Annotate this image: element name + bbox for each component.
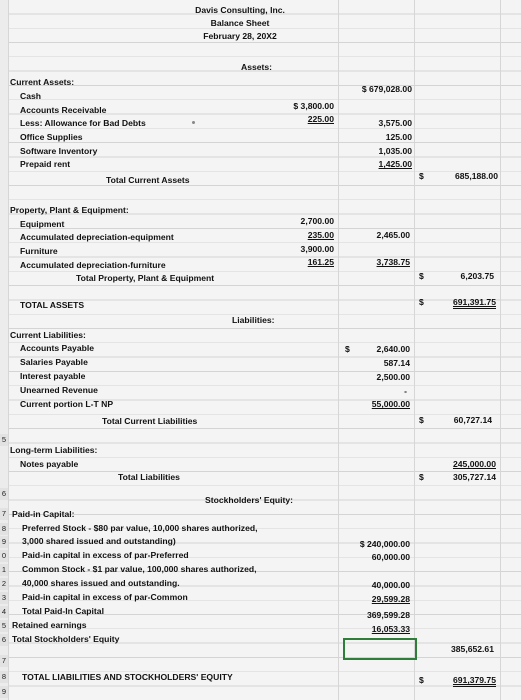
row-number[interactable]: 8 [1,524,7,533]
currency-sign: $ [419,472,424,482]
unearned-revenue-label: Unearned Revenue [20,385,98,395]
salaries-payable-value: 587.14 [383,358,410,368]
statement-date: February 28, 20X2 [203,31,277,41]
pic-common-label: Paid-in capital in excess of par-Common [22,592,188,602]
selected-cell[interactable] [343,638,417,660]
salaries-payable-label: Salaries Payable [20,357,88,367]
assets-heading: Assets: [241,62,273,72]
total-current-assets-label: Total Current Assets [106,175,190,185]
allowance-label: Less: Allowance for Bad Debts [20,118,146,128]
common-stock-value: 40,000.00 [371,580,410,590]
interest-payable-value: 2,500.00 [376,372,410,382]
currency-sign: $ [419,171,424,181]
pic-common-value: 29,599.28 [371,594,410,604]
currency-sign: $ [419,271,424,281]
row-number[interactable]: 5 [1,621,7,630]
notes-payable-value: 245,000.00 [452,459,496,469]
total-equity-value: 385,652.61 [450,644,494,654]
company-name: Davis Consulting, Inc. [195,5,285,15]
acc-dep-equipment-label: Accumulated depreciation-equipment [20,232,174,242]
equipment-value: 2,700.00 [300,216,334,226]
column-divider [8,0,9,700]
office-supplies-label: Office Supplies [20,132,83,142]
row-number[interactable]: 9 [1,687,7,696]
accounts-payable-label: Accounts Payable [20,343,95,353]
total-paid-in-capital-value: 369,599.28 [366,610,410,620]
acc-dep-equipment-value: 235.00 [307,230,334,240]
unearned-revenue-value: - [404,386,407,396]
row-number[interactable]: 7 [1,656,7,665]
software-value: 1,035.00 [378,146,412,156]
cell-dot [192,121,195,124]
notes-payable-label: Notes payable [20,459,79,469]
row-number[interactable]: 5 [1,435,7,444]
common-stock-label: Common Stock - $1 par value, 100,000 shares authorized, [22,564,257,574]
currency-sign: $ [419,415,424,425]
current-portion-np-value: 55,000.00 [371,399,410,409]
prepaid-value: 1,425.00 [378,159,412,169]
total-equity-label: Total Stockholders' Equity [12,634,120,644]
total-assets-value: 691,391.75 [452,297,496,307]
pic-preferred-label: Paid-in capital in excess of par-Preferred [22,550,189,560]
software-label: Software Inventory [20,146,98,156]
column-divider [500,0,501,700]
net-ar-value: 3,575.00 [378,118,412,128]
row-number[interactable]: 3 [1,593,7,602]
interest-payable-label: Interest payable [20,371,86,381]
row-number[interactable]: 2 [1,579,7,588]
liabilities-heading: Liabilities: [232,315,275,325]
acc-dep-furniture-value: 161.25 [307,257,334,267]
currency-sign: $ [419,675,424,685]
equipment-label: Equipment [20,219,65,229]
total-ppe-value: 6,203.75 [460,271,494,281]
total-paid-in-capital-label: Total Paid-In Capital [22,606,104,616]
retained-earnings-label: Retained earnings [12,620,87,630]
row-number[interactable]: 7 [1,509,7,518]
row-number[interactable]: 8 [1,672,7,681]
row-number[interactable]: 6 [1,635,7,644]
paid-in-capital-heading: Paid-in Capital: [12,509,75,519]
ppe-heading: Property, Plant & Equipment: [10,205,129,215]
preferred-stock-label-2: 3,000 shared issued and outstanding) [22,536,176,546]
total-ppe-label: Total Property, Plant & Equipment [76,273,215,283]
current-liabilities-heading: Current Liabilities: [10,330,86,340]
equity-heading: Stockholders' Equity: [205,495,293,505]
total-current-liabilities-label: Total Current Liabilities [102,416,198,426]
grand-total-value: 691,379.75 [452,675,496,685]
column-divider [414,0,415,700]
total-liabilities-label: Total Liabilities [118,472,180,482]
net-furniture-value: 3,738.75 [376,257,410,267]
row-number[interactable]: 6 [1,489,7,498]
cash-value: $ 679,028.00 [361,84,412,94]
currency-sign: $ [419,297,424,307]
statement-title: Balance Sheet [210,18,270,28]
preferred-stock-value: $ 240,000.00 [359,539,410,549]
row-number[interactable]: 0 [1,551,7,560]
furniture-value: 3,900.00 [300,244,334,254]
row-number[interactable]: 1 [1,565,7,574]
grand-total-label: TOTAL LIABILITIES AND STOCKHOLDERS' EQUITY [22,672,233,682]
allowance-value: 225.00 [307,114,334,124]
accounts-payable-value: 2,640.00 [376,344,410,354]
current-assets-heading: Current Assets: [10,77,75,87]
row-number[interactable]: 9 [1,537,7,546]
office-supplies-value: 125.00 [385,132,412,142]
preferred-stock-label: Preferred Stock - $80 par value, 10,000 shares authorized, [22,523,258,533]
prepaid-label: Prepaid rent [20,159,71,169]
net-equipment-value: 2,465.00 [376,230,410,240]
retained-earnings-value: 16,053.33 [371,624,410,634]
ar-value: $ 3,800.00 [293,101,334,111]
long-term-liabilities-heading: Long-term Liabilities: [10,445,98,455]
total-current-liabilities-value: 60,727.14 [453,415,492,425]
ar-label: Accounts Receivable [20,105,107,115]
total-liabilities-value: 305,727.14 [452,472,496,482]
current-portion-np-label: Current portion L-T NP [20,399,114,409]
row-number[interactable]: 4 [1,607,7,616]
furniture-label: Furniture [20,246,58,256]
cash-label: Cash [20,91,42,101]
acc-dep-furniture-label: Accumulated depreciation-furniture [20,260,166,270]
total-assets-label: TOTAL ASSETS [20,300,85,310]
common-stock-label-2: 40,000 shares issued and outstanding. [22,578,180,588]
pic-preferred-value: 60,000.00 [371,552,410,562]
total-current-assets-value: 685,188.00 [454,171,498,181]
currency-sign: $ [345,344,350,354]
